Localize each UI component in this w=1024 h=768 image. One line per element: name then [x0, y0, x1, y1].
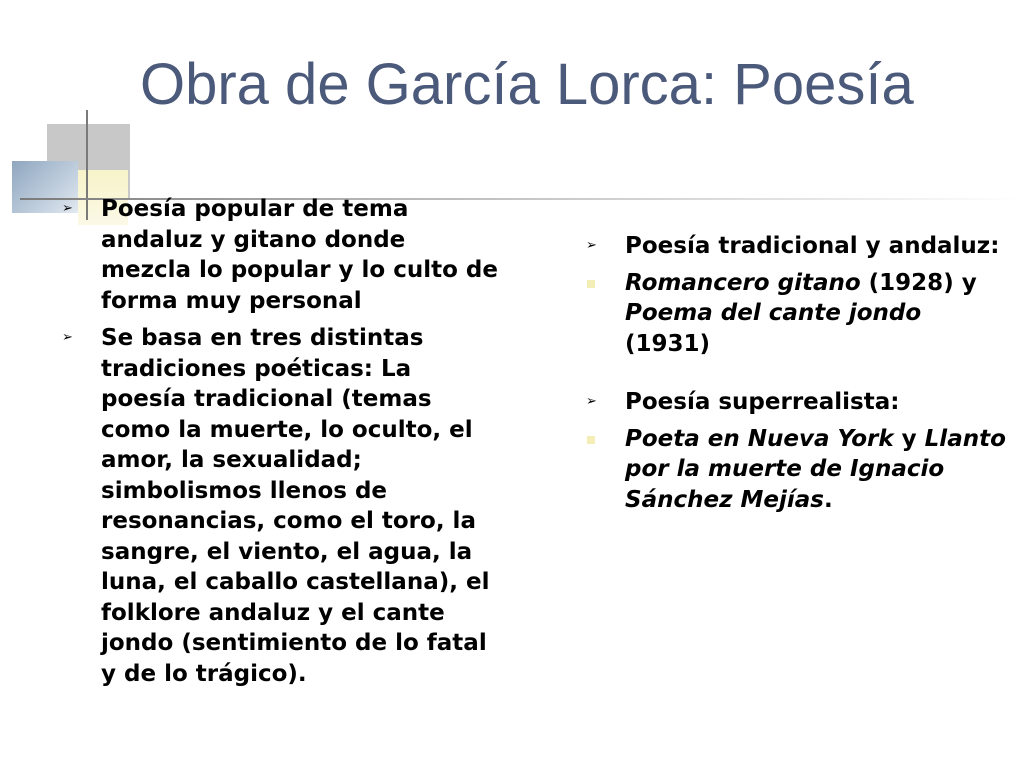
list-item [62, 194, 502, 316]
work-year: (1931) [625, 330, 711, 357]
list-item-text: Se basa en tres distintas tradiciones poéticas: La poesía tradicional (temas como la muerte, lo oculto, el amor, la sexualidad; simbolismos llenos de resonancias, como el toro, la sangre, el viento, el agua, la luna, el caballo castellana), el folklore andaluz y el cante jondo (sentimiento de lo fatal y de lo trágico). [101, 325, 490, 687]
work-connector: y [893, 425, 925, 452]
heading-traditional-item [586, 231, 1011, 262]
heading-surrealist: Poesía superrealista: [625, 389, 900, 415]
square-bullet-icon [587, 436, 595, 444]
square-bullet-icon [587, 280, 595, 288]
work-end: . [823, 486, 833, 513]
list-item [62, 323, 502, 689]
arrow-bullet-icon: ➢ [586, 238, 597, 253]
slide-title: Obra de García Lorca: Poesía [140, 52, 914, 117]
work-title: Poeta en Nueva York [625, 425, 894, 452]
arrow-bullet-icon: ➢ [62, 201, 73, 216]
right-column [586, 231, 1011, 515]
work-title: Llanto por la muerte de Ignacio Sánchez Mejías [625, 425, 1006, 513]
list-item-text: Poesía popular de tema andaluz y gitano donde mezcla lo popular y lo culto de forma muy personal [101, 196, 498, 314]
traditional-works-item [586, 268, 1011, 360]
arrow-bullet-icon: ➢ [62, 330, 73, 345]
work-title: Poema del cante jondo [625, 300, 922, 326]
work-title: Romancero gitano [625, 269, 861, 296]
work-year: (1928) y [860, 269, 977, 296]
left-column [62, 194, 502, 689]
heading-traditional: Poesía tradicional y andaluz: [625, 233, 1000, 259]
heading-surrealist-item [586, 387, 1011, 418]
arrow-bullet-icon: ➢ [586, 394, 597, 409]
surrealist-works-item [586, 424, 1011, 516]
